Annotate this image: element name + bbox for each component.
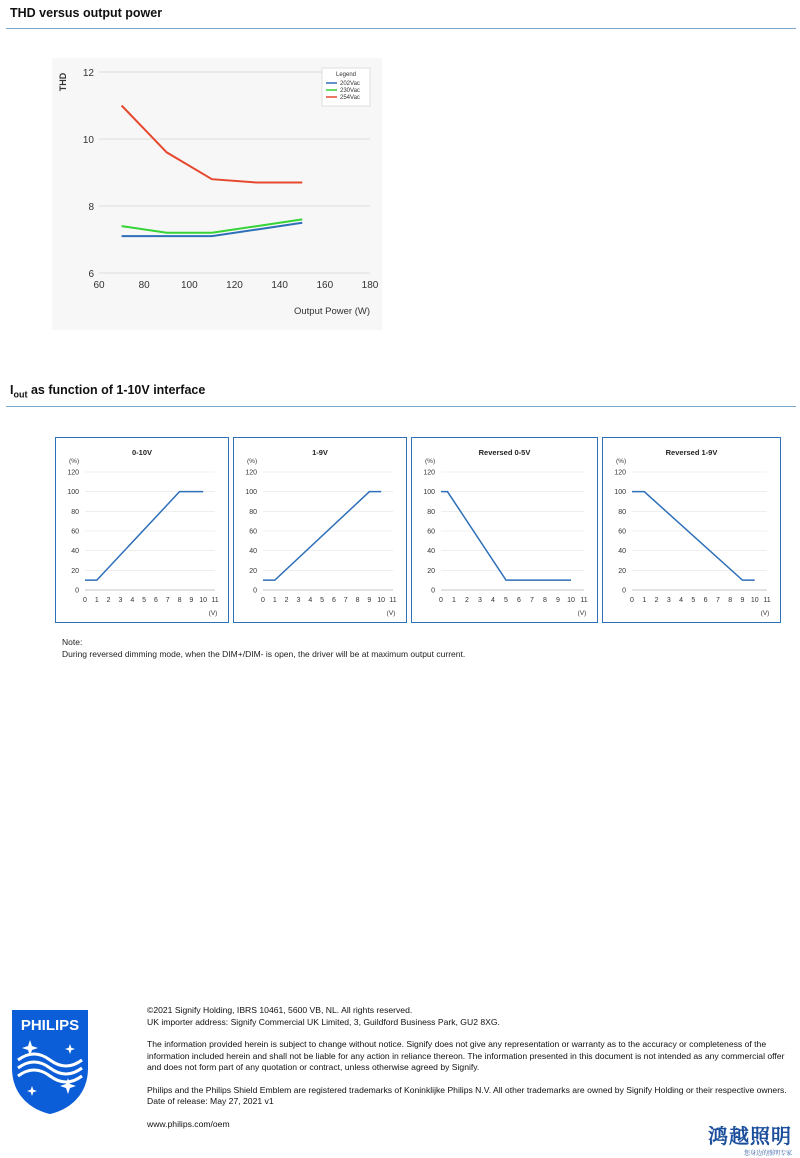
- chart-frame: [412, 438, 598, 623]
- y-tick-label: 120: [423, 469, 435, 477]
- y-tick-label: 120: [245, 469, 257, 477]
- x-tick-label: 5: [504, 597, 508, 604]
- x-tick-label: 9: [189, 597, 194, 604]
- x-tick-label: 5: [691, 597, 696, 604]
- y-tick-label: 100: [614, 489, 626, 497]
- x-tick-label: 3: [118, 597, 123, 604]
- y-axis-label: THD: [58, 72, 68, 92]
- section-title-thd: THD versus output power: [10, 6, 163, 20]
- x-axis-label: (V): [386, 610, 396, 617]
- y-tick-label: 80: [249, 508, 257, 516]
- x-tick-label: 0: [83, 597, 87, 604]
- x-tick-label: 10: [199, 597, 208, 604]
- x-tick-label: 180: [361, 280, 379, 291]
- y-axis-label: (%): [425, 458, 436, 465]
- x-tick-label: 120: [226, 280, 243, 291]
- x-tick-label: 9: [740, 597, 745, 604]
- y-tick-label: 120: [67, 469, 79, 477]
- x-tick-label: 3: [666, 597, 671, 604]
- x-tick-label: 3: [478, 597, 482, 604]
- section-title-iout: $I_{out}$ as function of 1-10V interface: [10, 383, 206, 400]
- y-tick-label: 100: [245, 489, 257, 497]
- x-tick-label: 4: [679, 597, 684, 604]
- dim-chart-reversed-0-5v: [411, 437, 598, 623]
- y-tick-label: 60: [249, 528, 257, 536]
- x-tick-label: 0: [630, 597, 634, 604]
- y-tick-label: 60: [71, 528, 79, 536]
- note: [62, 636, 465, 660]
- y-tick-label: 0: [253, 587, 257, 595]
- x-tick-label: 0: [261, 597, 265, 604]
- y-tick-label: 20: [249, 567, 257, 575]
- y-axis-label: (%): [247, 458, 258, 465]
- y-tick-label: 20: [618, 567, 626, 575]
- dim-chart-1-9v: [233, 437, 407, 623]
- x-tick-label: 2: [284, 597, 289, 604]
- y-tick-label: 10: [82, 135, 94, 146]
- x-tick-label: 6: [517, 597, 521, 604]
- dim-chart-0-10v: [55, 437, 229, 623]
- y-axis-label: (%): [616, 458, 627, 465]
- y-tick-label: 6: [88, 269, 94, 280]
- x-tick-label: 8: [543, 597, 547, 604]
- note-label: Note:: [62, 637, 83, 647]
- x-tick-label: 2: [465, 597, 469, 604]
- note-text: During reversed dimming mode, when the DIM+/DIM- is open, the driver will be at maximum output current.: [62, 649, 466, 659]
- y-tick-label: 20: [71, 567, 79, 575]
- chart-frame: [234, 438, 407, 623]
- y-tick-label: 100: [67, 489, 79, 497]
- x-tick-label: 11: [211, 597, 219, 604]
- legend-label: 230Vac: [340, 88, 360, 94]
- x-tick-label: 11: [580, 597, 588, 604]
- x-tick-label: 160: [316, 280, 334, 291]
- x-tick-label: 1: [642, 597, 647, 604]
- x-tick-label: 6: [153, 597, 158, 604]
- watermark-sub: 您身边的照明专家: [743, 1151, 792, 1157]
- chart-frame: [56, 438, 229, 623]
- y-tick-label: 40: [71, 548, 79, 556]
- philips-shield-logo: [10, 1008, 90, 1116]
- chart-frame: [603, 438, 781, 623]
- section-divider: [6, 406, 796, 407]
- y-tick-label: 0: [431, 587, 435, 595]
- footer: [147, 1005, 792, 1130]
- x-axis-label: Output Power (W): [293, 306, 370, 317]
- x-tick-label: 60: [93, 280, 105, 291]
- x-tick-label: 8: [728, 597, 733, 604]
- x-tick-label: 11: [389, 597, 397, 604]
- watermark-main: 鸿越照明: [708, 1126, 792, 1148]
- y-tick-label: 80: [71, 508, 79, 516]
- x-tick-label: 5: [142, 597, 147, 604]
- chart-title: 0-10V: [131, 448, 153, 457]
- y-tick-label: 40: [249, 548, 257, 556]
- y-tick-label: 100: [423, 489, 435, 497]
- x-tick-label: 7: [343, 597, 348, 604]
- x-tick-label: 9: [556, 597, 560, 604]
- y-tick-label: 80: [427, 508, 435, 516]
- x-tick-label: 4: [130, 597, 135, 604]
- x-tick-label: 8: [177, 597, 182, 604]
- thd-chart: [52, 58, 382, 330]
- x-tick-label: 6: [331, 597, 336, 604]
- x-tick-label: 140: [271, 280, 289, 291]
- x-tick-label: 1: [452, 597, 456, 604]
- x-tick-label: 2: [106, 597, 111, 604]
- x-axis-label: (V): [577, 610, 587, 617]
- x-axis-label: (V): [760, 610, 770, 617]
- x-tick-label: 10: [567, 597, 575, 604]
- y-axis-label: (%): [69, 458, 80, 465]
- y-tick-label: 80: [618, 508, 626, 516]
- x-tick-label: 9: [367, 597, 372, 604]
- x-tick-label: 11: [763, 597, 771, 604]
- x-tick-label: 80: [138, 280, 150, 291]
- logo-text: PHILIPS: [20, 1017, 80, 1034]
- x-tick-label: 1: [94, 597, 99, 604]
- legend-title: Legend: [335, 72, 357, 78]
- x-tick-label: 0: [439, 597, 443, 604]
- x-tick-label: 10: [750, 597, 759, 604]
- y-tick-label: 40: [618, 548, 626, 556]
- legend-label: 254Vac: [340, 95, 360, 101]
- x-tick-label: 2: [654, 597, 659, 604]
- x-tick-label: 8: [355, 597, 360, 604]
- x-tick-label: 3: [296, 597, 301, 604]
- y-tick-label: 60: [618, 528, 626, 536]
- x-tick-label: 1: [272, 597, 277, 604]
- y-tick-label: 40: [427, 548, 435, 556]
- y-tick-label: 12: [82, 68, 94, 79]
- y-tick-label: 8: [88, 202, 94, 213]
- x-tick-label: 100: [180, 280, 198, 291]
- footer-trademarks: Philips and the Philips Shield Emblem are registered trademarks of Koninklijke Philips N.V. All other trademarks are owned by Signify Holding or their respective owners.: [147, 1084, 787, 1095]
- footer-url[interactable]: www.philips.com/oem: [147, 1118, 230, 1129]
- x-tick-label: 7: [530, 597, 534, 604]
- dim-chart-reversed-1-9v: [602, 437, 781, 623]
- x-tick-label: 4: [491, 597, 495, 604]
- y-tick-label: 120: [614, 469, 626, 477]
- chart-title: Reversed 1-9V: [665, 448, 718, 457]
- y-tick-label: 0: [622, 587, 626, 595]
- y-tick-label: 20: [427, 567, 435, 575]
- x-tick-label: 7: [715, 597, 720, 604]
- watermark-brand: [708, 1126, 792, 1157]
- x-tick-label: 6: [703, 597, 708, 604]
- footer-release-date: Date of release: May 27, 2021 v1: [147, 1096, 274, 1106]
- section-divider: [6, 28, 796, 29]
- x-tick-label: 7: [165, 597, 170, 604]
- legend-label: 202Vac: [340, 81, 360, 87]
- y-tick-label: 60: [427, 528, 435, 536]
- chart-title: 1-9V: [312, 448, 328, 457]
- y-tick-label: 0: [75, 587, 79, 595]
- x-tick-label: 5: [320, 597, 325, 604]
- footer-importer: UK importer address: Signify Commercial UK Limited, 3, Guildford Business Park, GU2 8XG.: [147, 1016, 500, 1027]
- x-axis-label: (V): [208, 610, 218, 617]
- footer-disclaimer: The information provided herein is subject to change without notice. Signify does not give any representation or warranty as to the accuracy or completeness of the information included herein and shall not be liable for any action in reliance thereon. The information presented in this document is not intended as any commercial offer and does not form part of any quotation or contract, unless otherwise agreed by Signify.: [147, 1039, 785, 1072]
- footer-copyright: ©2021 Signify Holding, IBRS 10461, 5600 VB, NL. All rights reserved.: [147, 1005, 413, 1015]
- x-tick-label: 10: [377, 597, 386, 604]
- x-tick-label: 4: [308, 597, 313, 604]
- chart-title: Reversed 0-5V: [478, 448, 531, 457]
